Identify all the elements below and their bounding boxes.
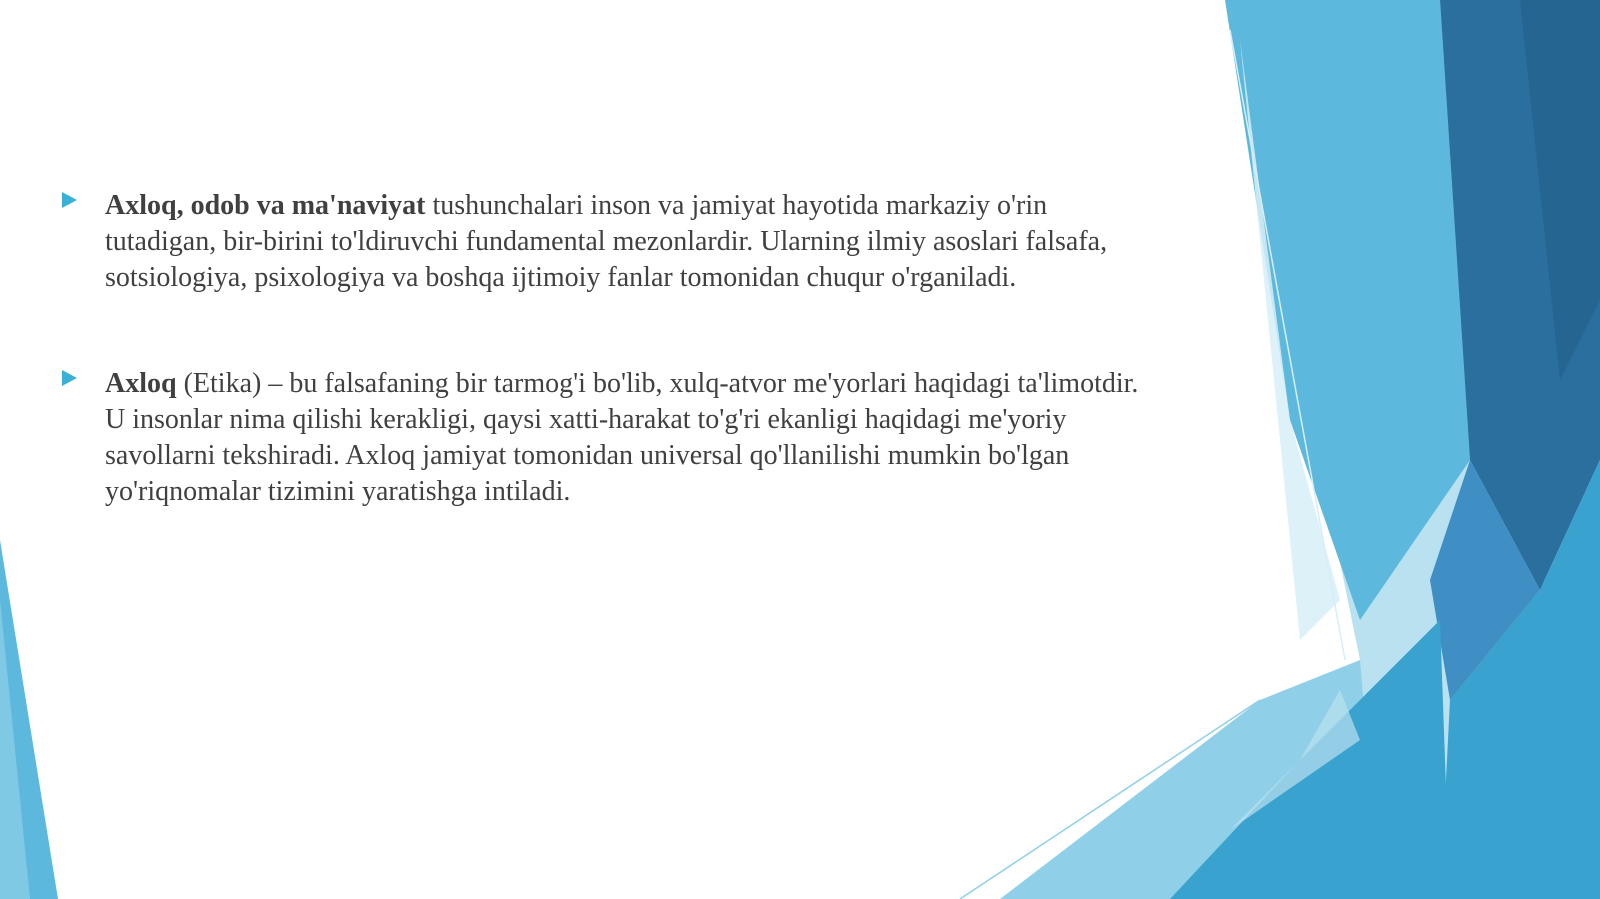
slide-body: [62, 188, 1142, 580]
bullet-bold-term: Axloq: [105, 368, 177, 399]
bullet-text: (Etika) – bu falsafaning bir tarmog'i bo'lib, xulq-atvor me'yorlari haqidagi ta'limotdir. U insonlar nima qilishi kerakligi, qaysi xatti-harakat to'g'ri ekanligi haqidagi me'yoriy savollarni tekshiradi. Axloq jamiyat tomonidan universal qo'llanilishi mumkin bo'lgan yo'riqnomalar tizimini yaratishga intiladi.: [105, 368, 1139, 507]
bullet-item: [62, 188, 1142, 296]
bullet-text: tushunchalari inson va jamiyat hayotida markaziy o'rin tutadigan, bir-birini to'ldiruvchi fundamental mezonlardir. Ularning ilmiy asoslari falsafa, sotsiologiya, psixologiya va boshqa ijtimoiy fanlar tomonidan chuqur o'rganiladi.: [105, 190, 1108, 293]
triangle-bullet-icon: [62, 192, 77, 208]
bullet-item: [62, 366, 1142, 510]
triangle-bullet-icon: [62, 370, 77, 386]
bullet-bold-term: Axloq, odob va ma'naviyat: [105, 190, 426, 221]
